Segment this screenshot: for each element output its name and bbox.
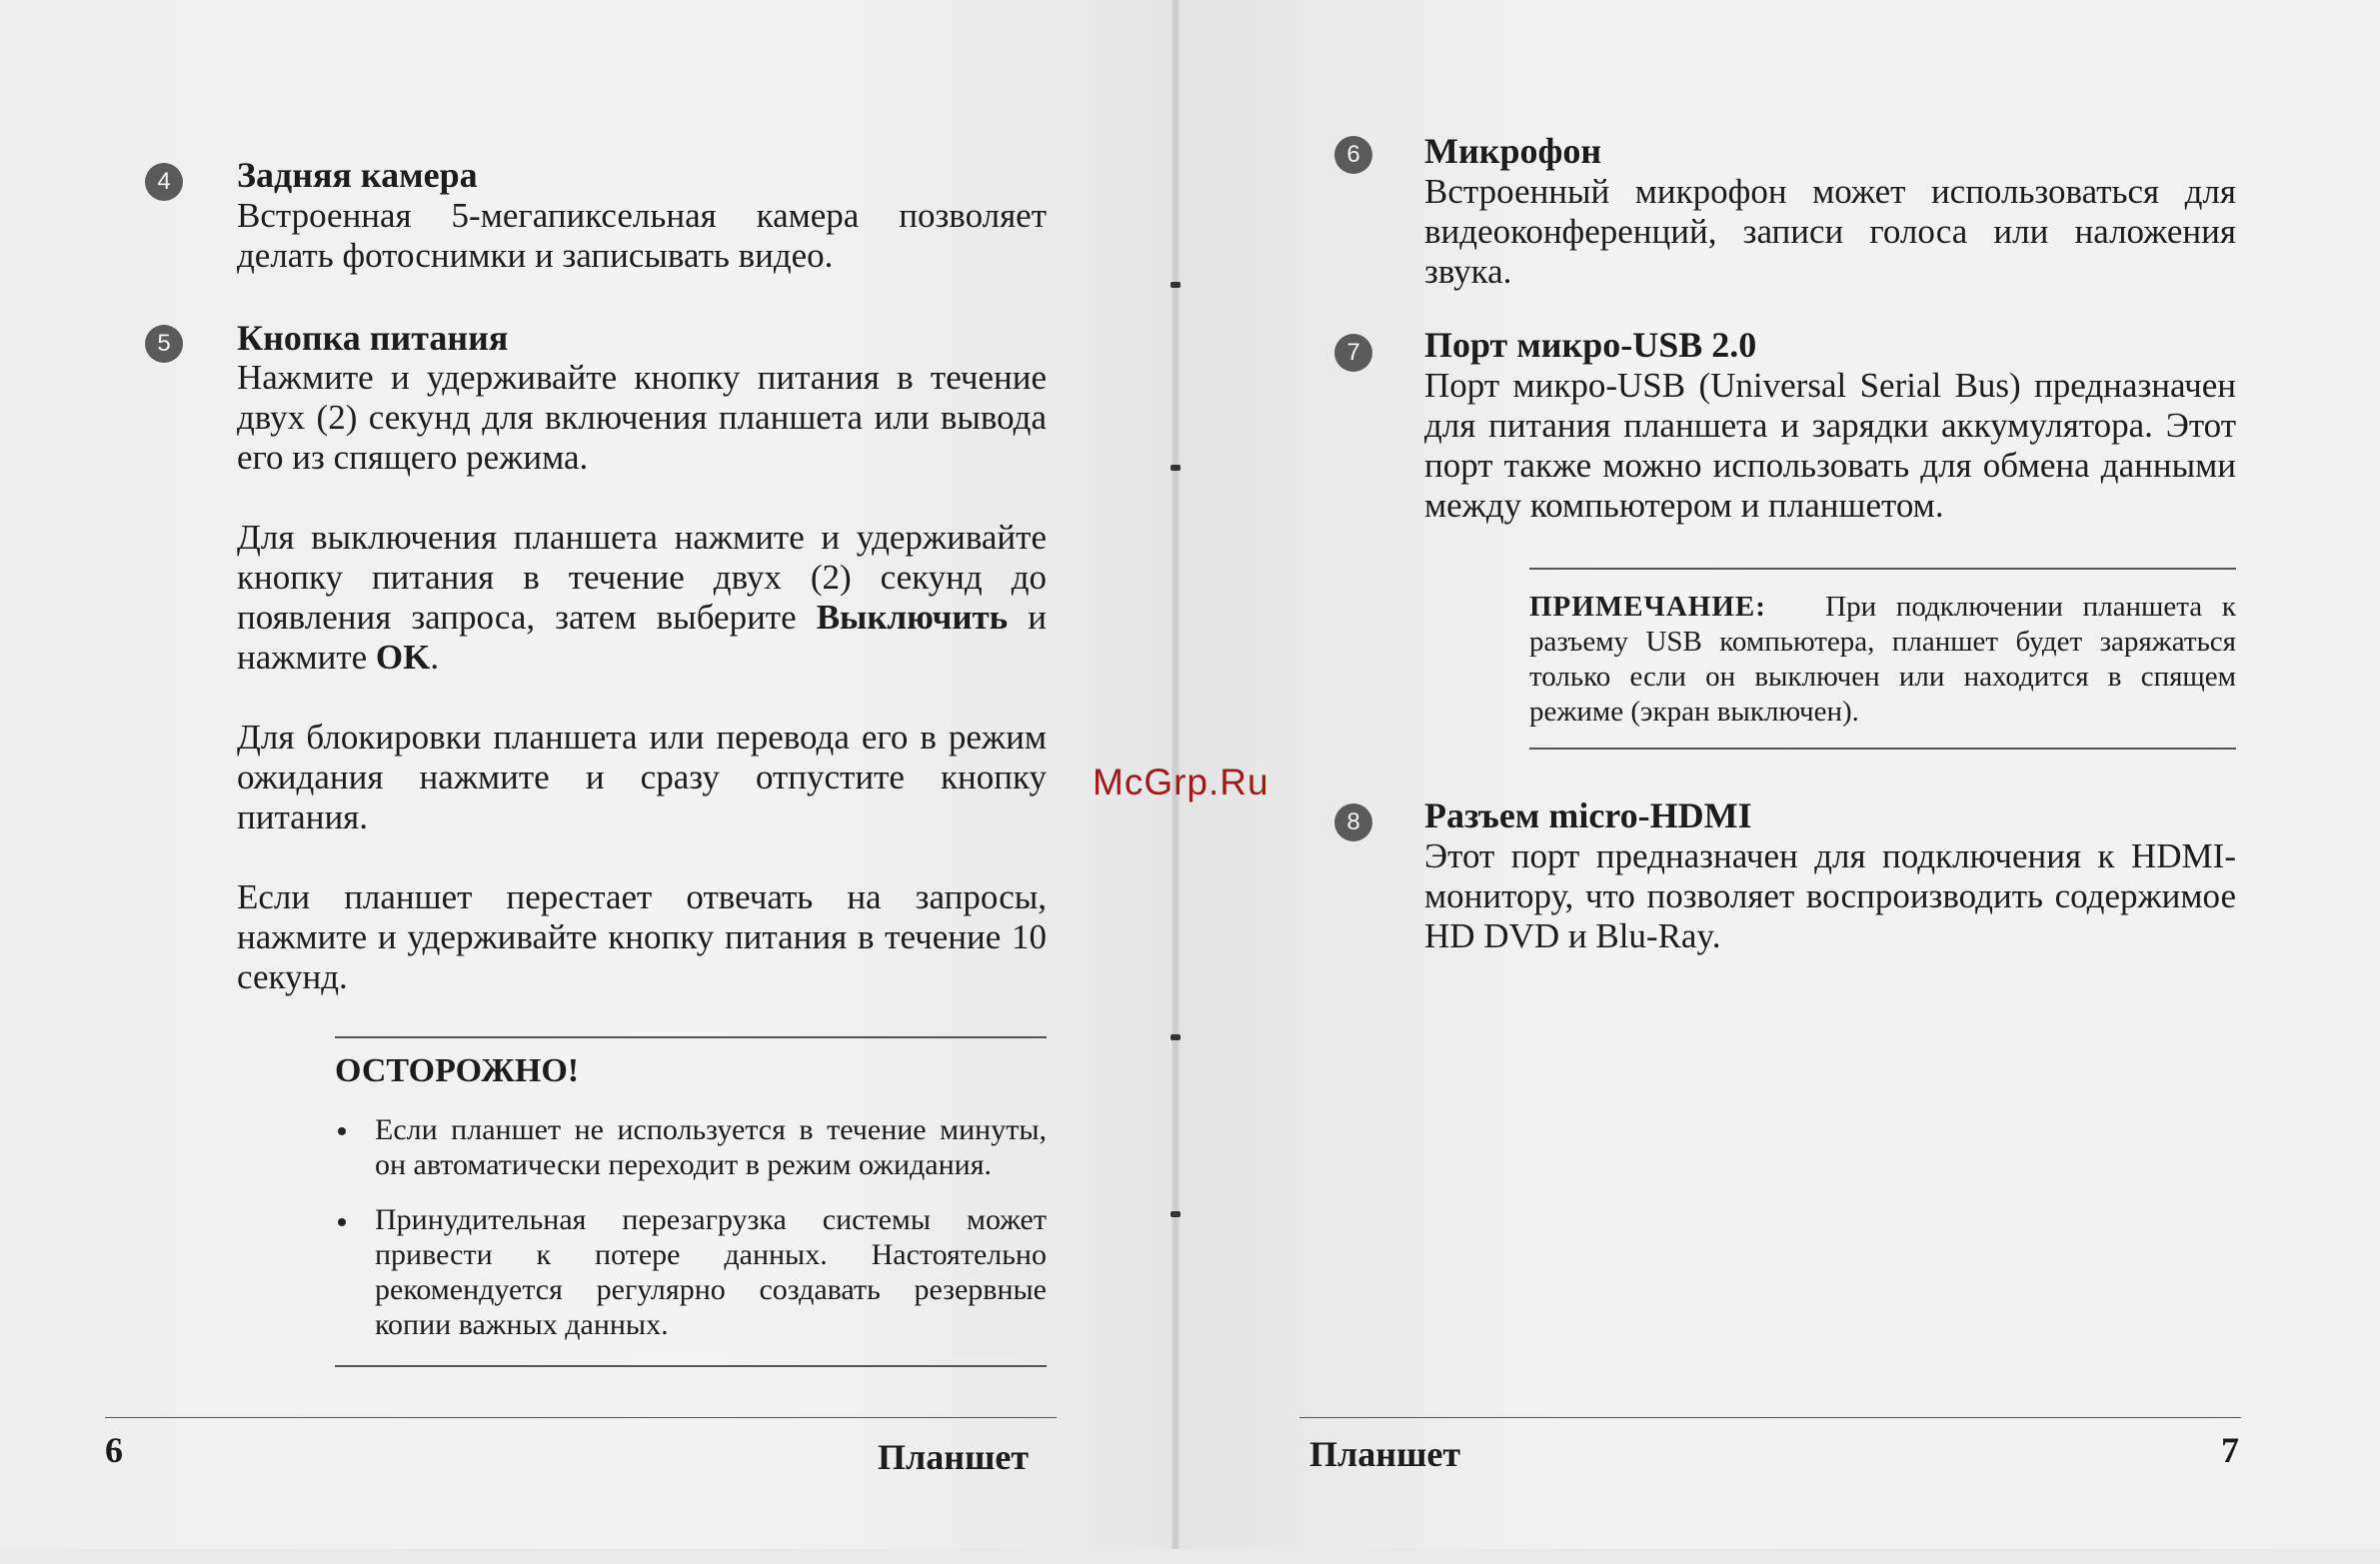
section-title-micro-hdmi: Разъем micro-HDMI	[1424, 795, 1752, 835]
caution-bullet: Если планшет не используется в течение минуты, он автоматически переходит в режим ожидания.	[375, 1113, 1047, 1181]
rear-camera-description: Встроенная 5-мегапиксельная камера позволяет делать фотоснимки и записывать видео.	[237, 196, 1047, 275]
usb-charging-note: ПРИМЕЧАНИЕ: При подключении планшета к разъему USB компьютера, планшет будет заряжаться только если он выключен или находится в спящем режиме (экран выключен).	[1529, 591, 2236, 728]
power-on-description: Нажмите и удерживайте кнопку питания в течение двух (2) секунд для включения планшета или вывода его из спящего режима.	[237, 358, 1047, 477]
section-title-microphone: Микрофон	[1424, 131, 1602, 171]
caution-top-rule	[335, 1036, 1047, 1038]
staple	[1171, 465, 1181, 471]
section-number-badge: 6	[1334, 136, 1372, 174]
page-number: 6	[105, 1430, 123, 1470]
power-off-description: Для выключения планшета нажмите и удерживайте кнопку питания в течение двух (2) секунд до появления запроса, затем выберите Выключить и нажмите OK.	[237, 518, 1047, 677]
staple	[1171, 1211, 1181, 1217]
bullet-icon	[338, 1218, 346, 1226]
caution-bottom-rule	[335, 1365, 1047, 1367]
staple	[1171, 282, 1181, 288]
footer-rule	[105, 1417, 1057, 1418]
microphone-description: Встроенный микрофон может использоваться для видеоконференций, записи голоса или наложения звука.	[1424, 172, 2236, 291]
section-number-badge: 4	[145, 163, 183, 201]
bullet-icon	[338, 1127, 346, 1135]
section-title-micro-usb: Порт микро-USB 2.0	[1424, 325, 1757, 365]
micro-hdmi-description: Этот порт предназначен для подключения к HDMI-монитору, что позволяет воспроизводить содержимое HD DVD и Blu-Ray.	[1424, 836, 2236, 955]
footer-rule	[1299, 1417, 2241, 1418]
caution-bullet: Принудительная перезагрузка системы может привести к потере данных. Настоятельно рекомендуется регулярно создавать резервные копии важных данных.	[375, 1203, 1047, 1341]
shutdown-option-label: Выключить	[816, 598, 1009, 637]
section-title-power-button: Кнопка питания	[237, 318, 509, 358]
note-label: ПРИМЕЧАНИЕ:	[1529, 591, 1766, 623]
caution-title: ОСТОРОЖНО!	[335, 1052, 580, 1089]
section-number-badge: 5	[145, 325, 183, 363]
staple	[1171, 1034, 1181, 1040]
section-number-badge: 8	[1334, 803, 1372, 841]
footer-title: Планшет	[1309, 1434, 1460, 1474]
page-number: 7	[2221, 1430, 2239, 1470]
footer-title: Планшет	[878, 1437, 1029, 1477]
ok-option-label: OK	[375, 638, 431, 677]
lock-description: Для блокировки планшета или перевода его в режим ожидания нажмите и сразу отпустите кнопку питания.	[237, 718, 1047, 836]
note-bottom-rule	[1529, 748, 2236, 750]
watermark: McGrp.Ru	[1093, 762, 1269, 802]
section-title-rear-camera: Задняя камера	[237, 155, 478, 195]
force-restart-description: Если планшет перестает отвечать на запросы, нажмите и удерживайте кнопку питания в течение 10 секунд.	[237, 877, 1047, 996]
section-number-badge: 7	[1334, 334, 1372, 372]
micro-usb-description: Порт микро-USB (Universal Serial Bus) предназначен для питания планшета и зарядки аккумулятора. Этот порт также можно использовать для обмена данными между компьютером и планшетом.	[1424, 366, 2236, 525]
note-top-rule	[1529, 568, 2236, 570]
